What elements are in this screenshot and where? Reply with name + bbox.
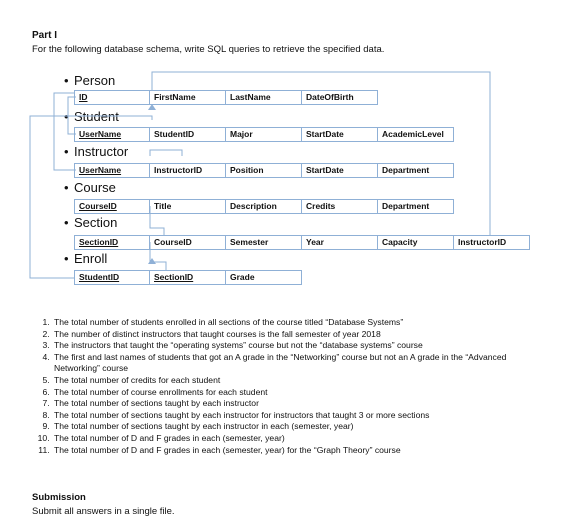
person-col-lastname: LastName [226, 90, 302, 105]
student-col-studentid: StudentID [150, 127, 226, 142]
section-col-capacity: Capacity [378, 235, 454, 250]
question-item: 1. The total number of students enrolled in all sections of the course titled “Database Systems” [52, 317, 552, 329]
question-item: 9. The total number of sections taught by each instructor in each (semester, year) [52, 421, 552, 433]
person-col-dateofbirth: DateOfBirth [302, 90, 378, 105]
submission-title: Submission [32, 492, 86, 503]
enroll-col-sectionid: SectionID [150, 270, 226, 285]
question-item: 10. The total number of D and F grades in each (semester, year) [52, 433, 552, 445]
question-item: 8. The total number of sections taught by each instructor for instructors that taught 3 or more sections [52, 410, 552, 422]
course-col-title: Title [150, 199, 226, 214]
intro-text: For the following database schema, write SQL queries to retrieve the specified data. [32, 44, 385, 55]
student-col-username: UserName [74, 127, 150, 142]
connector-person-instructor [54, 93, 76, 170]
enroll-col-studentid: StudentID [74, 270, 150, 285]
connector-section-instructorid [152, 72, 490, 235]
course-col-description: Description [226, 199, 302, 214]
question-item: 2. The number of distinct instructors that taught courses is the fall semester of year 2018 [52, 329, 552, 341]
person-col-firstname: FirstName [150, 90, 226, 105]
question-item: 11. The total number of D and F grades in each (semester, year) for the “Graph Theory” course [52, 445, 552, 457]
table-name-person: • Person [64, 73, 116, 88]
student-col-major: Major [226, 127, 302, 142]
student-col-academiclevel: AcademicLevel [378, 127, 454, 142]
table-name-student: • Student [64, 109, 119, 124]
section-col-instructorid: InstructorID [454, 235, 530, 250]
section-col-sectionid: SectionID [74, 235, 150, 250]
connector-section-enroll [150, 242, 166, 270]
instructor-col-position: Position [226, 163, 302, 178]
table-name-section: • Section [64, 215, 118, 230]
section-col-semester: Semester [226, 235, 302, 250]
section-col-courseid: CourseID [150, 235, 226, 250]
course-col-credits: Credits [302, 199, 378, 214]
table-name-enroll: • Enroll [64, 251, 108, 266]
enroll-col-grade: Grade [226, 270, 302, 285]
arrowhead-icon [148, 258, 156, 264]
question-list [32, 317, 552, 456]
instructor-col-instructorid: InstructorID [150, 163, 226, 178]
question-item: 3. The instructors that taught the “operating systems” course but not the “database systems” course [52, 340, 552, 352]
instructor-col-startdate: StartDate [302, 163, 378, 178]
instructor-col-username: UserName [74, 163, 150, 178]
arrowhead-icon [148, 104, 156, 110]
question-item: 7. The total number of sections taught by each instructor [52, 398, 552, 410]
instructor-col-department: Department [378, 163, 454, 178]
submission-text: Submit all answers in a single file. [32, 506, 175, 517]
connector-instructor-section [150, 150, 182, 156]
student-col-startdate: StartDate [302, 127, 378, 142]
section-col-year: Year [302, 235, 378, 250]
course-col-courseid: CourseID [74, 199, 150, 214]
part-title: Part I [32, 30, 58, 41]
question-item: 4. The first and last names of students that got an A grade in the “Networking” course but not an A grade in the “Advanced Networking” course [52, 352, 552, 375]
person-col-id: ID [74, 90, 150, 105]
connector-student-enroll [30, 116, 152, 278]
table-name-course: • Course [64, 180, 116, 195]
table-name-instructor: • Instructor [64, 144, 129, 159]
connector-course-section [150, 206, 164, 235]
course-col-department: Department [378, 199, 454, 214]
question-item: 5. The total number of credits for each student [52, 375, 552, 387]
question-item: 6. The total number of course enrollments for each student [52, 387, 552, 399]
